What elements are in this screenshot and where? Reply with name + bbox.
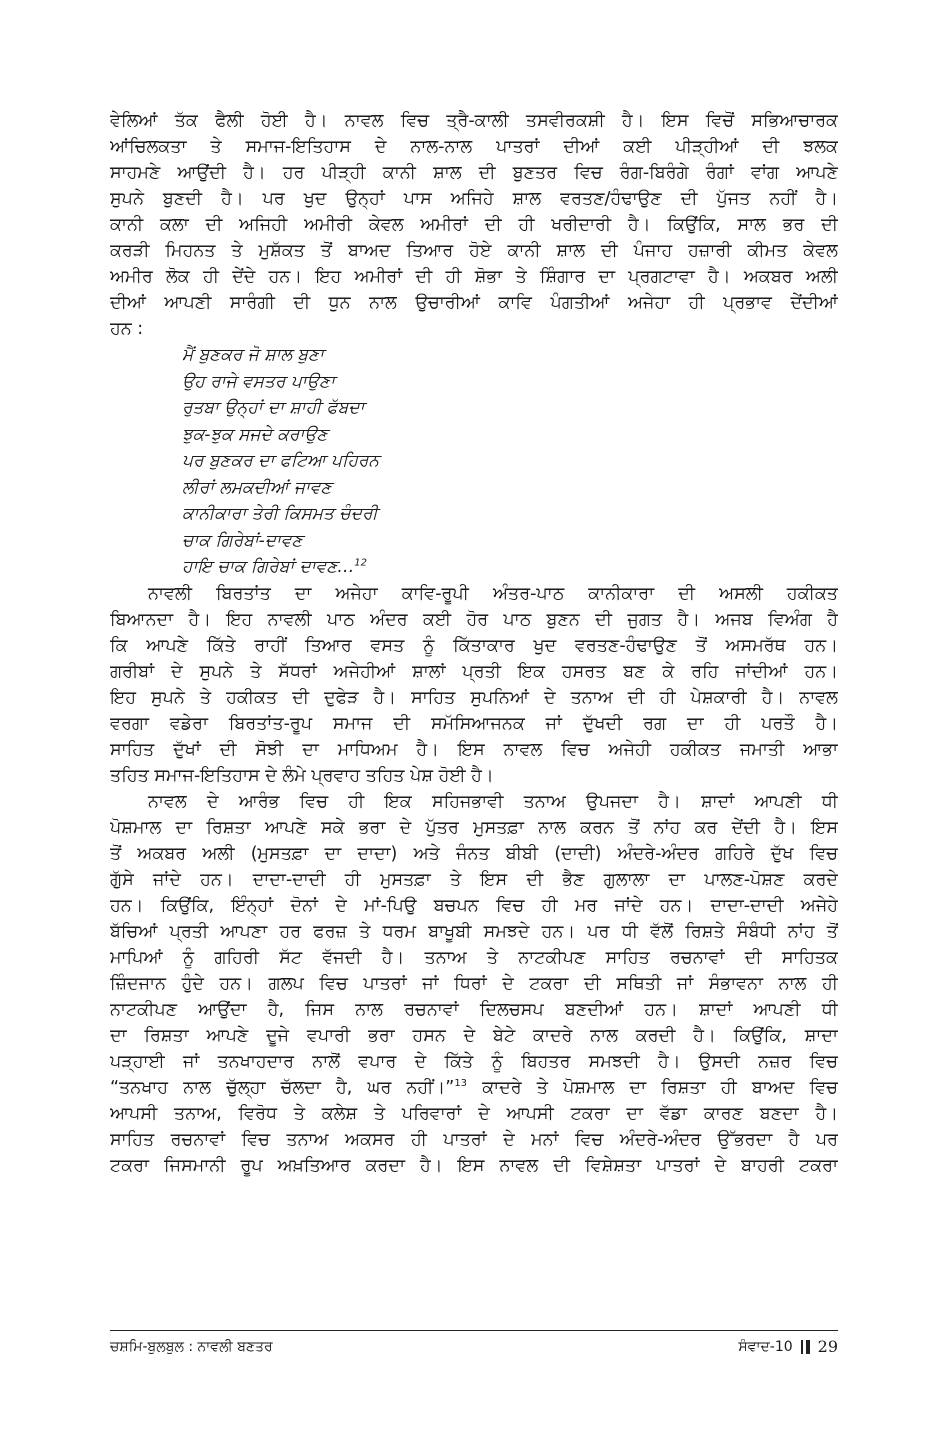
text-line: ਬਿਆਨਦਾ ਹੈ। ਇਹ ਨਾਵਲੀ ਪਾਠ ਅੰਦਰ ਕਈ ਹੋਰ ਪਾਠ ਬੁਣਨ ਦੀ ਜੁਗਤ ਹੈ। ਅਜਬ ਵਿਅੰਗ ਹੈ [110, 609, 838, 630]
text-line: ਸਾਹਮਣੇ ਆਉਂਦੀ ਹੈ। ਹਰ ਪੀੜ੍ਹੀ ਕਾਨੀ ਸ਼ਾਲ ਦੀ ਬੁਣਤਰ ਵਿਚ ਰੰਗ-ਬਿਰੰਗੇ ਰੰਗਾਂ ਵਾਂਗ ਆਪਣੇ [110, 163, 838, 183]
page-footer [110, 1330, 838, 1356]
poem-line: ਮੈਂ ਬੁਣਕਰ ਜੋ ਸ਼ਾਲ ਬੁਣਾ [182, 345, 324, 365]
poem-line: ਉਹ ਰਾਜੇ ਵਸਤਰ ਪਾਉਣਾ [182, 371, 335, 392]
poem-line: ਕਾਨੀਕਾਰਾ ਤੇਰੀ ਕਿਸਮਤ ਚੰਦਰੀ [182, 504, 378, 524]
text-line: ਵਰਗਾ ਵਡੇਰਾ ਬਿਰਤਾਂਤ-ਰੂਪ ਸਮਾਜ ਦੀ ਸਮੱਸਿਆਜਨਕ ਜਾਂ ਦੁੱਖਦੀ ਰਗ ਦਾ ਹੀ ਪਰਤੌ ਹੈ। [110, 713, 838, 734]
quote-text: “ਤਨਖਾਹ ਨਾਲ ਚੁੱਲ੍ਹਾ ਚੱਲਦਾ ਹੈ, ਘਰ ਨਹੀਂ।” [110, 1077, 455, 1098]
poem-line: ਝੁਕ-ਝੁਕ ਸਜਦੇ ਕਰਾਉਣ [182, 424, 328, 445]
text-line: ਬੱਚਿਆਂ ਪ੍ਰਤੀ ਆਪਣਾ ਹਰ ਫਰਜ਼ ਤੇ ਧਰਮ ਬਾਖੂਬੀ ਸਮਝਦੇ ਹਨ। ਪਰ ਧੀ ਵੱਲੋਂ ਰਿਸ਼ਤੇ ਸੰਬੰਧੀ ਨਾਂਹ ਤੋਂ [110, 921, 838, 942]
page-number: 29 [817, 1337, 838, 1356]
text-line: ਆਪਸੀ ਤਨਾਅ, ਵਿਰੋਧ ਤੇ ਕਲੇਸ਼ ਤੇ ਪਰਿਵਾਰਾਂ ਦੇ ਆਪਸੀ ਟਕਰਾ ਦਾ ਵੱਡਾ ਕਾਰਣ ਬਣਦਾ ਹੈ। [110, 1103, 838, 1124]
text-line: ਤੋਂ ਅਕਬਰ ਅਲੀ (ਮੁਸਤਫ਼ਾ ਦਾ ਦਾਦਾ) ਅਤੇ ਜੰਨਤ ਬੀਬੀ (ਦਾਦੀ) ਅੰਦਰੇ-ਅੰਦਰ ਗਹਿਰੇ ਦੁੱਖ ਵਿਚ [110, 843, 838, 864]
text-line: ਹਨ। ਕਿਉਂਕਿ, ਇੰਨ੍ਹਾਂ ਦੋਨਾਂ ਦੇ ਮਾਂ-ਪਿਉ ਬਚਪਨ ਵਿਚ ਹੀ ਮਰ ਜਾਂਦੇ ਹਨ। ਦਾਦਾ-ਦਾਦੀ ਅਜੇਹੇ [110, 895, 838, 916]
text-line: ਕਾਨੀ ਕਲਾ ਦੀ ਅਜਿਹੀ ਅਮੀਰੀ ਕੇਵਲ ਅਮੀਰਾਂ ਦੀ ਹੀ ਖਰੀਦਾਰੀ ਹੈ। ਕਿਉਂਕਿ, ਸਾਲ ਭਰ ਦੀ [110, 215, 838, 235]
poem-line-last [182, 554, 838, 581]
separator-bars-icon [801, 1340, 810, 1354]
paragraph-3 [110, 789, 838, 1179]
text-line: ਦਾ ਰਿਸ਼ਤਾ ਆਪਣੇ ਦੂਜੇ ਵਪਾਰੀ ਭਰਾ ਹਸਨ ਦੇ ਬੇਟੇ ਕਾਦਰੇ ਨਾਲ ਕਰਦੀ ਹੈ। ਕਿਉਂਕਿ, ਸ਼ਾਦਾ [110, 1025, 838, 1046]
footer-right [738, 1337, 838, 1356]
text-line: ਨਾਟਕੀਪਣ ਆਉਂਦਾ ਹੈ, ਜਿਸ ਨਾਲ ਰਚਨਾਵਾਂ ਦਿਲਚਸਪ ਬਣਦੀਆਂ ਹਨ। ਸ਼ਾਦਾਂ ਆਪਣੀ ਧੀ [110, 999, 838, 1020]
text-line: ਦੀਆਂ ਆਪਣੀ ਸਾਰੰਗੀ ਦੀ ਧੁਨ ਨਾਲ ਉਚਾਰੀਆਂ ਕਾਵਿ ਪੰਗਤੀਆਂ ਅਜੇਹਾ ਹੀ ਪ੍ਰਭਾਵ ਦੇਂਦੀਆਂ [110, 293, 838, 313]
text-line: ਟਕਰਾ ਜਿਸਮਾਨੀ ਰੂਪ ਅਖ਼ਤਿਆਰ ਕਰਦਾ ਹੈ। ਇਸ ਨਾਵਲ ਦੀ ਵਿਸ਼ੇਸ਼ਤਾ ਪਾਤਰਾਂ ਦੇ ਬਾਹਰੀ ਟਕਰਾ [110, 1155, 838, 1176]
text-line: ਸਾਹਿਤ ਦੁੱਖਾਂ ਦੀ ਸੋਝੀ ਦਾ ਮਾਧਿਅਮ ਹੈ। ਇਸ ਨਾਵਲ ਵਿਚ ਅਜੇਹੀ ਹਕੀਕਤ ਜਮਾਤੀ ਆਭਾ [110, 739, 838, 760]
text-line: ਹਨ : [110, 319, 144, 339]
poem-line: ਰੁਤਬਾ ਉਨ੍ਹਾਂ ਦਾ ਸ਼ਾਹੀ ਫੱਬਦਾ [182, 398, 365, 418]
text-line: ਪੋਸ਼ਮਾਲ ਦਾ ਰਿਸ਼ਤਾ ਆਪਣੇ ਸਕੇ ਭਰਾ ਦੇ ਪੁੱਤਰ ਮੁਸਤਫ਼ਾ ਨਾਲ ਕਰਨ ਤੋਂ ਨਾਂਹ ਕਰ ਦੇਂਦੀ ਹੈ। ਇਸ [110, 817, 838, 838]
text-line: ਸੁਪਨੇ ਬੁਣਦੀ ਹੈ। ਪਰ ਖੁਦ ਉਨ੍ਹਾਂ ਪਾਸ ਅਜਿਹੇ ਸ਼ਾਲ ਵਰਤਣ/ਹੰਢਾਉਣ ਦੀ ਪੁੱਜਤ ਨਹੀਂ ਹੈ। [110, 189, 838, 209]
text-line: ਗਰੀਬਾਂ ਦੇ ਸੁਪਨੇ ਤੇ ਸੱਧਰਾਂ ਅਜੇਹੀਆਂ ਸ਼ਾਲਾਂ ਪ੍ਰਤੀ ਇਕ ਹਸਰਤ ਬਣ ਕੇ ਰਹਿ ਜਾਂਦੀਆਂ ਹਨ। [110, 661, 838, 682]
text-line: ਵੇਲਿਆਂ ਤੱਕ ਫੈਲੀ ਹੋਈ ਹੈ। ਨਾਵਲ ਵਿਚ ਤ੍ਰੈ-ਕਾਲੀ ਤਸਵੀਰਕਸ਼ੀ ਹੈ। ਇਸ ਵਿਚੋਂ ਸਭਿਆਚਾਰਕ [110, 111, 838, 131]
page-body [110, 108, 838, 1179]
quote-continuation: ਕਾਦਰੇ ਤੇ ਪੋਸ਼ਮਾਲ ਦਾ ਰਿਸ਼ਤਾ ਹੀ ਬਾਅਦ ਵਿਚ [467, 1077, 838, 1098]
text-line: ਅਮੀਰ ਲੋਕ ਹੀ ਦੇਂਦੇ ਹਨ। ਇਹ ਅਮੀਰਾਂ ਦੀ ਹੀ ਸ਼ੋਭਾ ਤੇ ਸ਼ਿੰਗਾਰ ਦਾ ਪ੍ਰਗਟਾਵਾ ਹੈ। ਅਕਬਰ ਅਲੀ [110, 267, 838, 287]
poem-line: ਚਾਕ ਗਿਰੇਬਾਂ-ਦਾਵਣ [182, 530, 303, 551]
paragraph-2 [110, 581, 838, 789]
text-line: ਨਾਵਲੀ ਬਿਰਤਾਂਤ ਦਾ ਅਜੇਹਾ ਕਾਵਿ-ਰੂਪੀ ਅੰਤਰ-ਪਾਠ ਕਾਨੀਕਾਰਾ ਦੀ ਅਸਲੀ ਹਕੀਕਤ [148, 583, 838, 604]
running-title: ਚਸ਼ਮਿ-ਬੁਲਬੁਲ : ਨਾਵਲੀ ਬਣਤਰ [110, 1338, 273, 1355]
text-line: ਗੁੱਸੇ ਜਾਂਦੇ ਹਨ। ਦਾਦਾ-ਦਾਦੀ ਹੀ ਮੁਸਤਫ਼ਾ ਤੇ ਇਸ ਦੀ ਭੈਣ ਗੁਲਾਲਾ ਦਾ ਪਾਲਣ-ਪੋਸ਼ਣ ਕਰਦੇ [110, 869, 838, 890]
text-line-with-quote [110, 1075, 838, 1101]
text-line: ਆਂਚਿਲਕਤਾ ਤੇ ਸਮਾਜ-ਇਤਿਹਾਸ ਦੇ ਨਾਲ-ਨਾਲ ਪਾਤਰਾਂ ਦੀਆਂ ਕਈ ਪੀੜ੍ਹੀਆਂ ਦੀ ਝਲਕ [110, 137, 838, 157]
footnote-ref: 13 [454, 1077, 468, 1089]
paragraph-1 [110, 108, 838, 342]
text-line: ਕਿ ਆਪਣੇ ਕਿੱਤੇ ਰਾਹੀਂ ਤਿਆਰ ਵਸਤ ਨੂੰ ਕਿੱਤਾਕਾਰ ਖੁਦ ਵਰਤਣ-ਹੰਢਾਉਣ ਤੋਂ ਅਸਮਰੱਥ ਹਨ। [110, 635, 838, 656]
poem-line: ਪਰ ਬੁਣਕਰ ਦਾ ਫਟਿਆ ਪਹਿਰਨ [182, 451, 380, 471]
text-line: ਇਹ ਸੁਪਨੇ ਤੇ ਹਕੀਕਤ ਦੀ ਦੁਫੇੜ ਹੈ। ਸਾਹਿਤ ਸੁਪਨਿਆਂ ਦੇ ਤਨਾਅ ਦੀ ਹੀ ਪੇਸ਼ਕਾਰੀ ਹੈ। ਨਾਵਲ [110, 687, 838, 708]
poem-line: ਲੀਰਾਂ ਲਮਕਦੀਆਂ ਜਾਵਣ [182, 477, 332, 498]
poem-block [182, 342, 838, 581]
text-line: ਤਹਿਤ ਸਮਾਜ-ਇਤਿਹਾਸ ਦੇ ਲੰਮੇ ਪ੍ਰਵਾਹ ਤਹਿਤ ਪੇਸ਼ ਹੋਈ ਹੈ। [110, 765, 494, 786]
text-line: ਨਾਵਲ ਦੇ ਆਰੰਭ ਵਿਚ ਹੀ ਇਕ ਸਹਿਜਭਾਵੀ ਤਨਾਅ ਉਪਜਦਾ ਹੈ। ਸ਼ਾਦਾਂ ਆਪਣੀ ਧੀ [148, 791, 838, 812]
text-line: ਜ਼ਿੰਦਜਾਨ ਹੁੰਦੇ ਹਨ। ਗਲਪ ਵਿਚ ਪਾਤਰਾਂ ਜਾਂ ਧਿਰਾਂ ਦੇ ਟਕਰਾ ਦੀ ਸਥਿਤੀ ਜਾਂ ਸੰਭਾਵਨਾ ਨਾਲ ਹੀ [110, 973, 838, 994]
text-line: ਸਾਹਿਤ ਰਚਨਾਵਾਂ ਵਿਚ ਤਨਾਅ ਅਕਸਰ ਹੀ ਪਾਤਰਾਂ ਦੇ ਮਨਾਂ ਵਿਚ ਅੰਦਰੇ-ਅੰਦਰ ਉੱਭਰਦਾ ਹੈ ਪਰ [110, 1129, 838, 1150]
text-line: ਮਾਪਿਆਂ ਨੂੰ ਗਹਿਰੀ ਸੱਟ ਵੱਜਦੀ ਹੈ। ਤਨਾਅ ਤੇ ਨਾਟਕੀਪਣ ਸਾਹਿਤ ਰਚਨਾਵਾਂ ਦੀ ਸਾਹਿਤਕ [110, 947, 838, 968]
poem-line-text: ਹਾਇ ਚਾਕ ਗਿਰੇਬਾਂ ਦਾਵਣ… [182, 557, 355, 577]
text-line: ਪੜ੍ਹਾਈ ਜਾਂ ਤਨਖਾਹਦਾਰ ਨਾਲੋਂ ਵਪਾਰ ਦੇ ਕਿੱਤੇ ਨੂੰ ਬਿਹਤਰ ਸਮਝਦੀ ਹੈ। ਉਸਦੀ ਨਜ਼ਰ ਵਿਚ [110, 1051, 838, 1072]
text-line: ਕਰੜੀ ਮਿਹਨਤ ਤੇ ਮੁਸ਼ੱਕਤ ਤੋਂ ਬਾਅਦ ਤਿਆਰ ਹੋਏ ਕਾਨੀ ਸ਼ਾਲ ਦੀ ਪੰਜਾਹ ਹਜ਼ਾਰੀ ਕੀਮਤ ਕੇਵਲ [110, 241, 838, 261]
journal-name: ਸੰਵਾਦ-10 [738, 1338, 793, 1355]
footnote-ref: 12 [354, 557, 368, 569]
